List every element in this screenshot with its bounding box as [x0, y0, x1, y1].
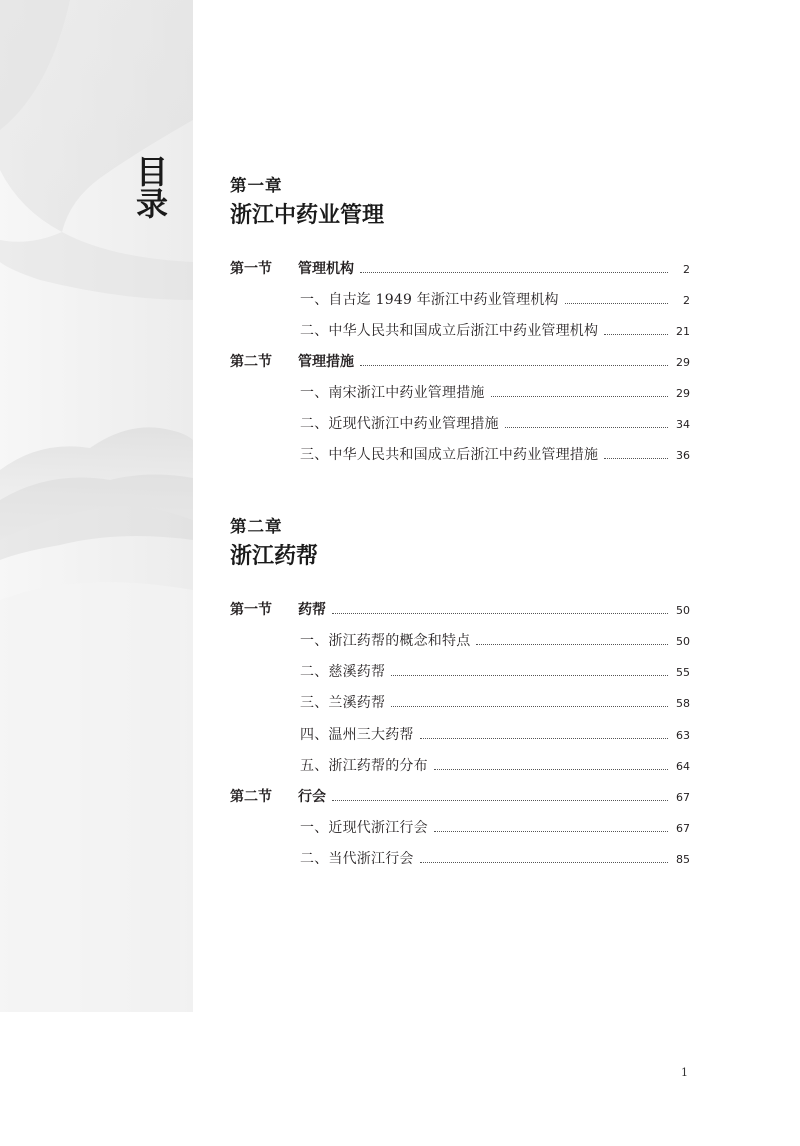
chapter-name: 浙江药帮 — [230, 544, 319, 569]
page-number: 50 — [676, 635, 690, 648]
toc-item-row[interactable] — [300, 630, 690, 650]
dot-leader — [391, 666, 668, 678]
page-number: 29 — [676, 356, 690, 369]
chapter-name: 浙江中药业管理 — [230, 203, 385, 228]
toc-item-row[interactable] — [300, 320, 690, 340]
dot-leader — [434, 760, 668, 772]
dot-leader — [434, 822, 668, 834]
section-number: 第二节 — [230, 354, 272, 370]
page-number: 36 — [676, 449, 690, 462]
section-title: 行会 — [298, 789, 326, 805]
section-title: 管理措施 — [298, 354, 354, 370]
toc-item-row[interactable] — [300, 817, 690, 837]
dot-leader — [420, 729, 668, 741]
toc-item-row[interactable] — [300, 848, 690, 868]
dot-leader — [476, 635, 668, 647]
section-number: 第二节 — [230, 789, 272, 805]
page-number: 2 — [683, 294, 690, 307]
item-title: 三、兰溪药帮 — [300, 695, 386, 711]
item-title: 一、自古迄 1949 年浙江中药业管理机构 — [300, 292, 559, 308]
dot-leader — [332, 791, 668, 803]
toc-item-row[interactable] — [300, 724, 690, 744]
page-number: 64 — [676, 760, 690, 773]
chapter-label: 第一章 — [230, 176, 283, 195]
dot-leader — [391, 697, 668, 709]
page-folio: 1 — [681, 1066, 688, 1079]
toc-item-row[interactable] — [300, 755, 690, 775]
page-number: 58 — [676, 697, 690, 710]
toc-item-row[interactable] — [300, 382, 690, 402]
page-number: 50 — [676, 604, 690, 617]
chapter-label: 第二章 — [230, 517, 283, 536]
dot-leader — [604, 325, 668, 337]
section-title: 管理机构 — [298, 261, 354, 277]
section-title: 药帮 — [298, 602, 326, 618]
toc-title-char: 目 — [135, 153, 168, 191]
item-title: 二、慈溪药帮 — [300, 664, 386, 680]
page-number: 85 — [676, 853, 690, 866]
page-number: 63 — [676, 729, 690, 742]
toc-item-row[interactable] — [300, 661, 690, 681]
item-title: 一、浙江药帮的概念和特点 — [300, 633, 471, 649]
item-title: 二、中华人民共和国成立后浙江中药业管理机构 — [300, 323, 599, 339]
dot-leader — [420, 853, 668, 865]
section-number: 第一节 — [230, 602, 272, 618]
landscape-illustration — [0, 0, 193, 1012]
toc-section-row[interactable] — [230, 599, 690, 619]
page-number: 21 — [676, 325, 690, 338]
dot-leader — [360, 263, 668, 275]
dot-leader — [332, 604, 668, 616]
chapter-heading — [230, 176, 384, 230]
page-number: 2 — [683, 263, 690, 276]
item-title: 三、中华人民共和国成立后浙江中药业管理措施 — [300, 447, 599, 463]
toc-section-row[interactable] — [230, 258, 690, 278]
chapter-heading — [230, 517, 318, 571]
item-title: 一、南宋浙江中药业管理措施 — [300, 385, 485, 401]
item-title: 二、当代浙江行会 — [300, 851, 414, 867]
section-number: 第一节 — [230, 261, 272, 277]
toc-item-row[interactable] — [300, 289, 690, 309]
dot-leader — [491, 387, 668, 399]
item-title: 五、浙江药帮的分布 — [300, 758, 428, 774]
dot-leader — [604, 449, 668, 461]
decorative-side-band — [0, 0, 193, 1012]
toc-item-row[interactable] — [300, 413, 690, 433]
page-number: 67 — [676, 791, 690, 804]
toc-title — [130, 153, 174, 223]
toc-title-char: 录 — [135, 185, 168, 223]
toc-item-row[interactable] — [300, 444, 690, 464]
item-title: 二、近现代浙江中药业管理措施 — [300, 416, 499, 432]
dot-leader — [360, 356, 668, 368]
page-number: 29 — [676, 387, 690, 400]
toc-section-row[interactable] — [230, 786, 690, 806]
item-title: 一、近现代浙江行会 — [300, 820, 428, 836]
page-number: 55 — [676, 666, 690, 679]
toc-section-row[interactable] — [230, 351, 690, 371]
dot-leader — [505, 418, 668, 430]
toc-item-row[interactable] — [300, 692, 690, 712]
page-number: 34 — [676, 418, 690, 431]
dot-leader — [565, 294, 668, 306]
item-title: 四、温州三大药帮 — [300, 727, 414, 743]
page-number: 67 — [676, 822, 690, 835]
